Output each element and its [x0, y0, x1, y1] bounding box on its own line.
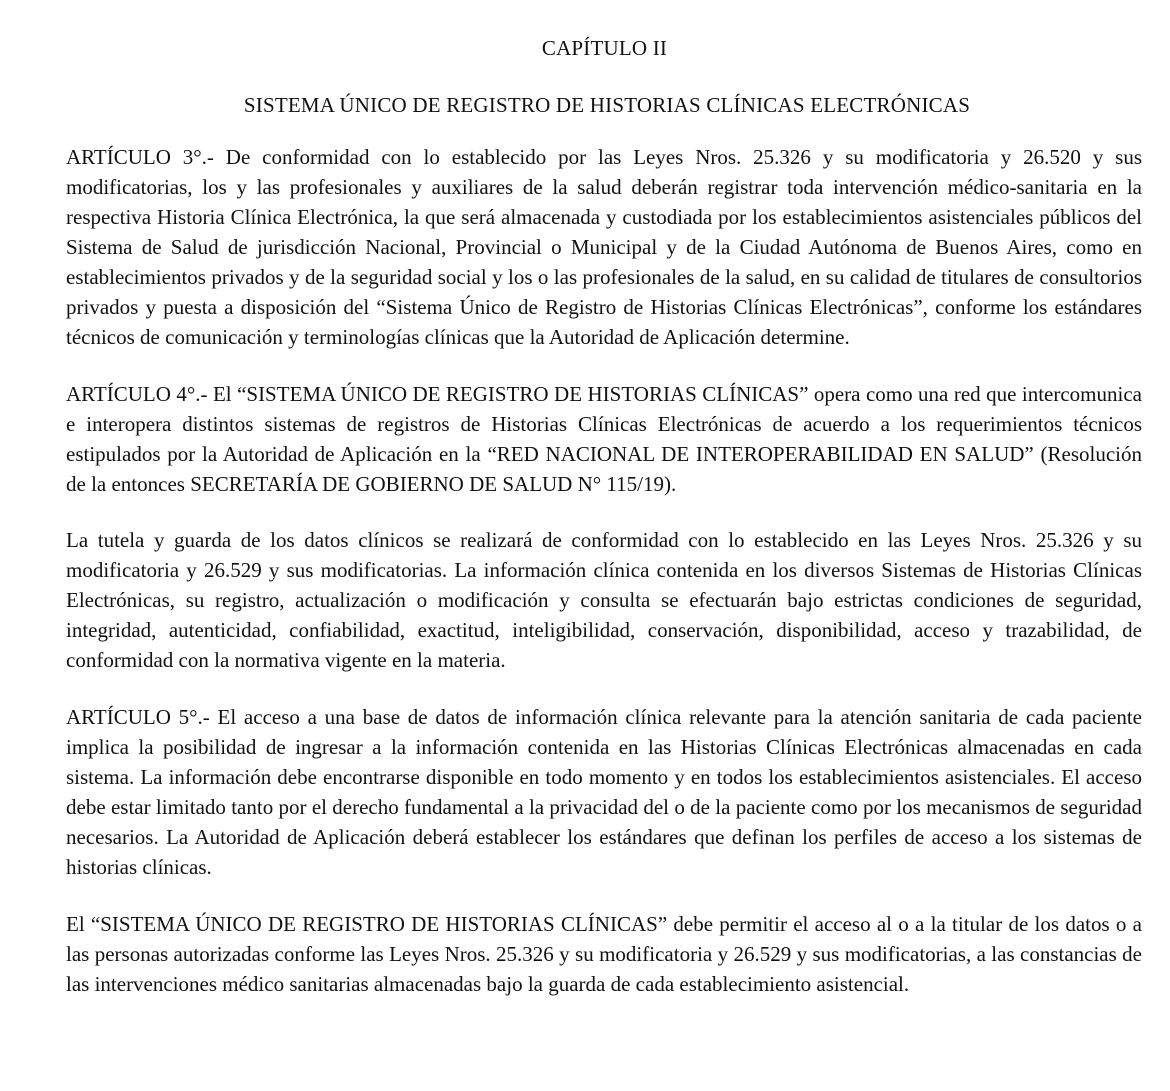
article-3-paragraph: ARTÍCULO 3°.- De conformidad con lo establecido por las Leyes Nros. 25.326 y su modificatoria y 26.520 y sus modificatorias, los y las profesionales y auxiliares de la salud deberán registrar toda intervención médico-sanitaria en la respectiva Historia Clínica Electrónica, la que será almacenada y custodiada por los establecimientos asistenciales públicos del Sistema de Salud de jurisdicción Nacional, Provincial o Municipal y de la Ciudad Autónoma de Buenos Aires, como en establecimientos privados y de la seguridad social y los o las profesionales de la salud, en su calidad de titulares de consultorios privados y puesta a disposición del “Sistema Único de Registro de Historias Clínicas Electrónicas”, conforme los estándares técnicos de comunicación y terminologías clínicas que la Autoridad de Aplicación determine. [66, 145, 1142, 349]
section-title: SISTEMA ÚNICO DE REGISTRO DE HISTORIAS CLÍNICAS ELECTRÓNICAS [243, 93, 971, 117]
article-5-paragraph: ARTÍCULO 5°.- El acceso a una base de datos de información clínica relevante para la atención sanitaria de cada paciente implica la posibilidad de ingresar a la información contenida en las Historias Clínicas Electrónicas almacenadas en cada sistema. La información debe encontrarse disponible en todo momento y en todos los establecimientos asistenciales. El acceso debe estar limitado tanto por el derecho fundamental a la privacidad del o de la paciente como por los mecanismos de seguridad necesarios. La Autoridad de Aplicación deberá establecer los estándares que definan los perfiles de acceso a los sistemas de historias clínicas. [66, 705, 1142, 879]
data-protection-paragraph: La tutela y guarda de los datos clínicos se realizará de conformidad con lo establecido en las Leyes Nros. 25.326 y su modificatoria y 26.529 y sus modificatorias. La información clínica contenida en los diversos Sistemas de Historias Clínicas Electrónicas, su registro, actualización o modificación y consulta se efectuarán bajo estrictas condiciones de seguridad, integridad, autenticidad, confiabilidad, exactitud, inteligibilidad, conservación, disponibilidad, acceso y trazabilidad, de conformidad con la normativa vigente en la materia. [66, 528, 1142, 672]
chapter-heading: CAPÍTULO II [541, 36, 668, 60]
access-rights-paragraph: El “SISTEMA ÚNICO DE REGISTRO DE HISTORIAS CLÍNICAS” debe permitir el acceso al o a la titular de los datos o a las personas autorizadas conforme las Leyes Nros. 25.326 y su modificatoria y 26.529 y sus modificatorias, a las constancias de las intervenciones médico sanitarias almacenadas bajo la guarda de cada establecimiento asistencial. [66, 912, 1142, 996]
article-4-paragraph: ARTÍCULO 4°.- El “SISTEMA ÚNICO DE REGISTRO DE HISTORIAS CLÍNICAS” opera como una red que intercomunica e interopera distintos sistemas de registros de Historias Clínicas Electrónicas de acuerdo a los requerimientos técnicos estipulados por la Autoridad de Aplicación en la “RED NACIONAL DE INTEROPERABILIDAD EN SALUD” (Resolución de la entonces SECRETARÍA DE GOBIERNO DE SALUD N° 115/19). [66, 382, 1142, 496]
